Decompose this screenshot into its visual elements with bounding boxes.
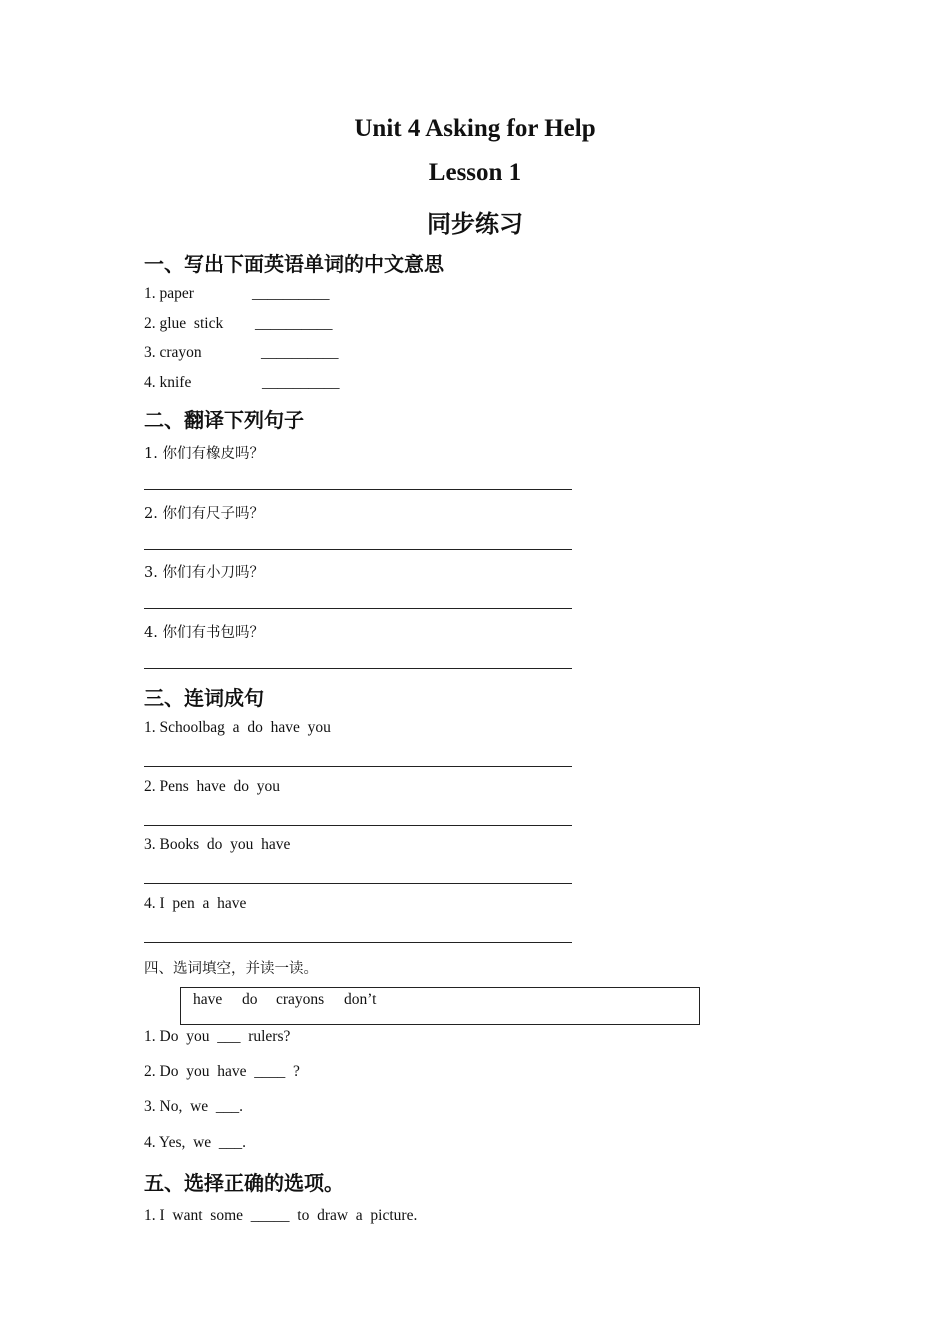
word-bank-item: crayons [276, 991, 325, 1008]
section4-item-3: 3. No, we ___. [144, 1098, 244, 1115]
answer-line [144, 549, 572, 550]
section3-item-4: 4. I pen a have [144, 895, 247, 912]
section2-item-3: 3. 你们有小刀吗？ [144, 565, 264, 581]
section4-item-4: 4. Yes, we ___. [144, 1134, 247, 1151]
section3-item-2: 2. Pens have do you [144, 778, 281, 795]
answer-line [144, 608, 572, 609]
answer-line [144, 942, 572, 943]
section1-blank-1: __________ [252, 285, 330, 302]
word-bank-box [180, 987, 700, 1025]
section5-heading: 五、选择正确的选项。 [144, 1171, 344, 1195]
answer-line [144, 825, 572, 826]
section2-item-2: 2. 你们有尺子吗？ [144, 506, 264, 522]
answer-line [144, 766, 572, 767]
answer-line [144, 668, 572, 669]
unit-title: Unit 4 Asking for Help [354, 115, 596, 142]
section4-item-2: 2. Do you have ____ ? [144, 1063, 300, 1080]
section1-blank-4: __________ [262, 374, 340, 391]
section1-item-4: 4. knife [144, 374, 192, 391]
page-subtitle: 同步练习 [427, 210, 523, 238]
section1-item-1: 1. paper [144, 285, 194, 302]
section3-item-1: 1. Schoolbag a do have you [144, 719, 331, 736]
section3-heading: 三、连词成句 [144, 686, 264, 710]
section4-item-1: 1. Do you ___ rulers? [144, 1028, 291, 1045]
answer-line [144, 489, 572, 490]
section2-item-4: 4. 你们有书包吗？ [144, 625, 264, 641]
word-bank-item: do [242, 991, 258, 1008]
lesson-title: Lesson 1 [428, 159, 522, 186]
section4-heading: 四、选词填空，并读一读。 [144, 961, 318, 977]
section1-blank-3: __________ [261, 344, 339, 361]
word-bank-item: don’t [344, 991, 377, 1008]
section2-heading: 二、翻译下列句子 [144, 408, 304, 432]
section1-heading: 一、写出下面英语单词的中文意思 [144, 252, 444, 276]
section1-item-2: 2. glue stick [144, 315, 224, 332]
section3-item-3: 3. Books do you have [144, 836, 291, 853]
section2-item-1: 1. 你们有橡皮吗？ [144, 446, 264, 462]
answer-line [144, 883, 572, 884]
section1-blank-2: __________ [255, 315, 333, 332]
section5-item-1: 1. I want some _____ to draw a picture. [144, 1207, 418, 1224]
section1-item-3: 3. crayon [144, 344, 202, 361]
word-bank-item: have [193, 991, 223, 1008]
